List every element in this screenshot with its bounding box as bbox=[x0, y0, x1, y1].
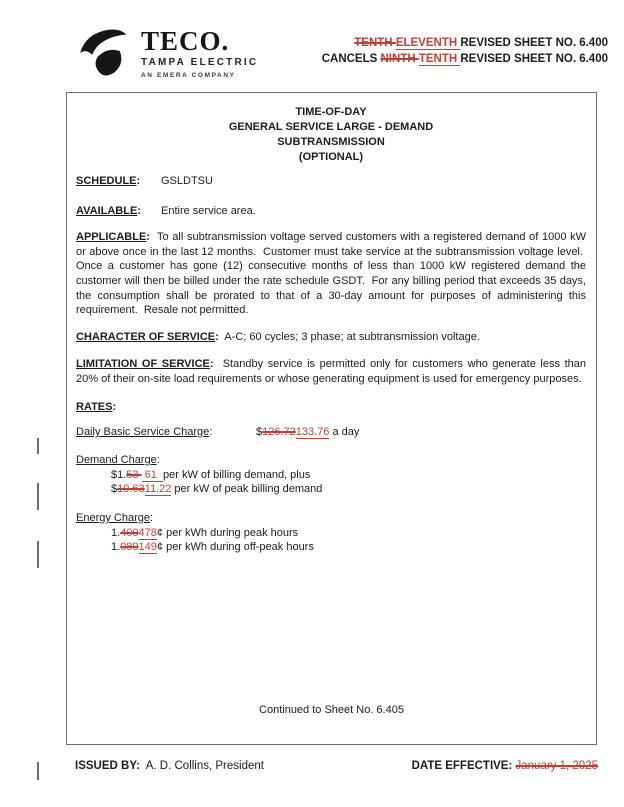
energy-charge-line: 1.400478¢ per kWh during peak hours bbox=[111, 526, 299, 539]
schedule-title bbox=[76, 105, 586, 165]
teco-wordmark: TECO. bbox=[141, 26, 230, 56]
teco-subtitle: TAMPA ELECTRIC bbox=[141, 57, 259, 68]
character-of-service-paragraph: CHARACTER OF SERVICE: A-C; 60 cycles; 3 phase; at subtransmission voltage. bbox=[76, 330, 480, 343]
new-cancelled-text: TENTH bbox=[418, 53, 461, 65]
old-daily-rate: 126.72 bbox=[262, 426, 296, 439]
issued-by-value: A. D. Collins, President bbox=[145, 760, 264, 772]
demand-charge-heading: Demand Charge: bbox=[76, 454, 160, 467]
date-effective-value: January 1, 2025 bbox=[515, 760, 598, 772]
teco-logo bbox=[78, 28, 258, 79]
available-value: Entire service area. bbox=[161, 204, 256, 217]
change-bar bbox=[37, 438, 39, 454]
issued-by-label: ISSUED BY: bbox=[75, 760, 140, 772]
daily-basic-service-charge-row bbox=[76, 425, 586, 440]
cancels-sheet-line bbox=[322, 51, 608, 67]
old-demand-rate: 10.63 bbox=[117, 483, 145, 496]
title-line: GENERAL SERVICE LARGE - DEMAND bbox=[228, 121, 434, 133]
available-field bbox=[76, 204, 586, 219]
schedule-value: GSLDTSU bbox=[161, 175, 213, 187]
available-label: AVAILABLE: bbox=[76, 204, 141, 217]
date-effective-label: DATE EFFECTIVE: bbox=[411, 760, 513, 772]
tariff-content-box bbox=[66, 92, 597, 745]
teco-tagline: AN EMERA COMPANY bbox=[141, 72, 236, 79]
old-demand-rate: 53 bbox=[126, 468, 142, 481]
title-line: SUBTRANSMISSION bbox=[277, 136, 385, 148]
daily-basic-service-charge-label: Daily Basic Service Charge: bbox=[76, 426, 213, 439]
teco-flame-icon bbox=[78, 28, 134, 78]
daily-basic-service-charge-value: $126.72133.76 a day bbox=[256, 426, 360, 439]
old-energy-rate: 400 bbox=[120, 526, 139, 539]
new-daily-rate: 133.76 bbox=[295, 426, 330, 439]
limitation-of-service-label: LIMITATION OF SERVICE bbox=[76, 358, 210, 371]
new-energy-rate: 149 bbox=[138, 541, 157, 554]
schedule-label: SCHEDULE: bbox=[76, 175, 141, 187]
rates-heading: RATES: bbox=[76, 400, 117, 413]
limitation-of-service-paragraph: LIMITATION OF SERVICE: Standby service is permitted only for customers who generate less than 20% of their on-site load requirements or whose generating equipment is used for emergency purposes. bbox=[76, 358, 586, 385]
cancels-label: CANCELS bbox=[321, 53, 381, 65]
demand-charge-group bbox=[76, 453, 586, 497]
revised-sheet-line bbox=[322, 35, 608, 51]
schedule-field bbox=[76, 174, 586, 189]
new-revision-text: ELEVENTH bbox=[395, 37, 461, 49]
sheet-footer bbox=[75, 760, 598, 772]
limitation-of-service-text: Standby service is permitted only for customers who generate less than 20% of their on-site load requirements or whose generating equipment is used for emergency purposes. bbox=[76, 358, 586, 385]
teco-logo-text bbox=[141, 28, 258, 79]
applicable-label: APPLICABLE bbox=[76, 231, 147, 244]
new-energy-rate: 478 bbox=[138, 526, 157, 539]
applicable-text: To all subtransmission voltage served customers with a registered demand of 1000 kW or above once in the last 12 months. Customer must take service at the subtransmission voltage level. Once a customer has gone (12) consecutive months of less than 1000 kW registered demand the customer will then be billed under the rate schedule GSDT. For any billing period that exceeds 35 days, the consumption shall be prorated to that of a 30-day amount for purposes of administering this requirement. Resale not permitted. bbox=[76, 231, 586, 317]
old-revision-text: TENTH bbox=[354, 37, 396, 49]
change-bar bbox=[37, 541, 39, 568]
title-line: TIME-OF-DAY bbox=[295, 106, 367, 118]
energy-charge-line: 1.089149¢ per kWh during off-peak hours bbox=[111, 541, 314, 554]
old-energy-rate: 089 bbox=[120, 541, 139, 554]
date-effective bbox=[412, 760, 598, 772]
cancelled-sheet-number: REVISED SHEET NO. 6.400 bbox=[460, 53, 608, 65]
applicable-paragraph: APPLICABLE: To all subtransmission voltage served customers with a registered demand of 1000 kW or above once in the last 12 months. Customer must take service at the subtransmission voltage level. Once a customer has gone (12) consecutive months of less than 1000 kW registered demand the customer will then be billed under the rate schedule GSDT. For any billing period that exceeds 35 days, the consumption shall be prorated to that of a 30-day amount for purposes of administering this requirement. Resale not permitted. bbox=[76, 231, 586, 317]
continued-to-sheet-note: Continued to Sheet No. 6.405 bbox=[259, 704, 404, 717]
new-demand-rate: 11.22 bbox=[144, 483, 172, 496]
revised-sheet-number: REVISED SHEET NO. 6.400 bbox=[460, 37, 608, 49]
demand-charge-line: $10.6311.22 per kW of peak billing demand bbox=[111, 483, 323, 496]
change-bar bbox=[37, 483, 39, 510]
issued-by bbox=[75, 760, 264, 772]
revision-header bbox=[322, 35, 608, 67]
character-of-service-label: CHARACTER OF SERVICE bbox=[76, 330, 216, 343]
energy-charge-heading: Energy Charge: bbox=[76, 511, 154, 524]
new-demand-rate: 61 bbox=[141, 468, 163, 481]
energy-charge-group bbox=[76, 511, 586, 555]
change-bar bbox=[37, 762, 39, 780]
title-line: (OPTIONAL) bbox=[298, 151, 364, 163]
character-of-service-text: A-C; 60 cycles; 3 phase; at subtransmission voltage. bbox=[218, 330, 480, 343]
demand-charge-line: $1.53 61 per kW of billing demand, plus bbox=[111, 468, 311, 481]
old-cancelled-text: NINTH bbox=[380, 53, 419, 65]
